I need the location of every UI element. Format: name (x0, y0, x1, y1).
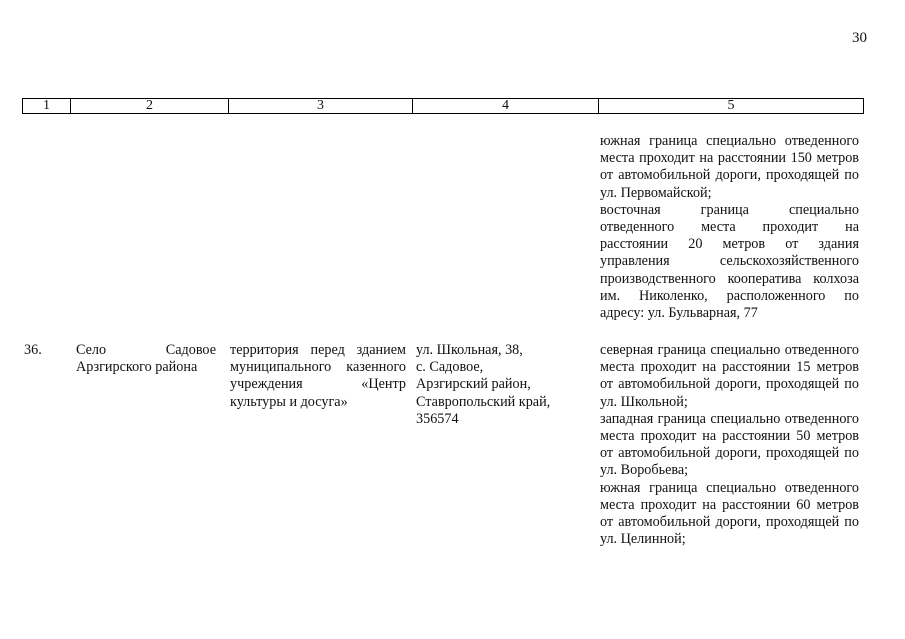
address-line: ул. Школьная, 38, (416, 342, 523, 358)
header-cell-2: 2 (71, 99, 229, 113)
header-cell-5: 5 (727, 98, 735, 113)
page-number: 30 (852, 30, 867, 46)
row-number: 36. (24, 342, 42, 358)
address-line: Арзгирский район, (416, 376, 531, 393)
address-cell (416, 342, 580, 428)
boundary-text: северная граница специально отведенного места проходит на расстоянии 15 метров от автомобильной дороги, проходящей по ул. Школьной; (600, 342, 859, 410)
header-cell-4: 4 (413, 99, 599, 113)
boundary-text: западная граница специально отведенного места проходит на расстоянии 50 метров от автомобильной дороги, проходящей по ул. Воробьева; (600, 410, 859, 479)
settlement-cell (76, 342, 216, 376)
address-line: 356574 (416, 410, 459, 427)
territory-cell (230, 342, 406, 411)
boundary-text: южная граница специально отведенного места проходит на расстоянии 150 метров от автомобильной дороги, проходящей по ул. Первомайской; (600, 133, 859, 201)
header-cell-1: 1 (23, 99, 71, 113)
header-cell-3: 3 (229, 99, 413, 113)
boundary-text: южная граница специально отведенного места проходит на расстоянии 60 метров от автомобильной дороги, проходящей по ул. Целинной; (600, 479, 859, 548)
prev-row-boundaries (600, 133, 859, 322)
settlement-text: Село Садовое Арзгирского района (76, 342, 216, 376)
table-header-row (22, 98, 864, 114)
address-line: с. Садовое, (416, 359, 484, 376)
address-line: Ставропольский край, (416, 393, 551, 410)
row36-boundaries (600, 342, 859, 548)
boundary-text: восточная граница специально отведенного места проходит на расстоянии 20 метров от здания управления сельскохозяйственного производственного кооператива колхоза им. Николенко, расположенного по адресу: ул. Бульварная, 77 (600, 201, 859, 322)
territory-text: территория перед зданием муниципального казенного учреждения «Центр культуры и досуга» (230, 342, 406, 410)
